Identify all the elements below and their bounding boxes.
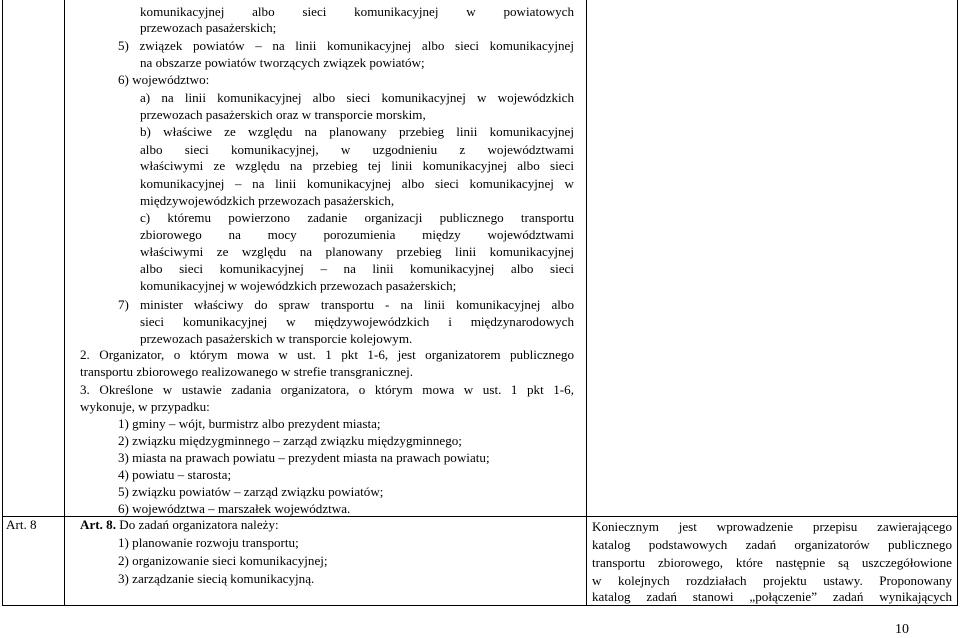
article-heading <box>80 517 279 533</box>
article-item: 3) zarządzanie siecią komunikacyjną. <box>118 571 315 586</box>
provision-line: 6) województwa – marszałek województwa. <box>118 501 351 516</box>
provision-line: komunikacyjnej – na linii komunikacyjnej albo sieci komunikacyjnej w <box>140 176 574 191</box>
article-item: 2) organizowanie sieci komunikacyjnej; <box>118 553 328 568</box>
article-heading-number: Art. 8. <box>80 517 116 532</box>
provision-line: komunikacyjnej w wojewódzkich przewozach pasażerskich; <box>140 278 457 293</box>
comment-line: katalog zadań stanowi „połączenie” zadań wynikających <box>592 589 952 604</box>
provision-line: transportu zbiorowego realizowanego w strefie transgranicznej. <box>80 364 414 379</box>
provision-line: właściwymi ze względu na przebieg tej linii komunikacyjnej albo sieci <box>140 158 574 173</box>
provision-line: 1) gminy – wójt, burmistrz albo prezydent miasta; <box>118 416 381 431</box>
comment-line: katalog podstawowych zadań organizatorów publicznego <box>592 537 952 552</box>
provision-line: na obszarze powiatów tworzących związek powiatów; <box>140 55 425 70</box>
provision-line: 3) miasta na prawach powiatu – prezydent miasta na prawach powiatu; <box>118 450 490 465</box>
provision-line: przewozach pasażerskich oraz w transporcie morskim, <box>140 107 426 122</box>
provision-line: przewozach pasażerskich; <box>140 20 277 35</box>
provision-line: albo sieci komunikacyjnej, w uzgodnieniu z województwami <box>140 142 574 157</box>
provision-line: 6) województwo: <box>118 72 210 87</box>
comment-line: Koniecznym jest wprowadzenie przepisu zawierającego <box>592 519 952 534</box>
comment-line: transportu zbiorowego, które następnie są uszczegółowione <box>592 555 952 570</box>
provision-line: c) któremu powierzono zadanie organizacji publicznego transportu <box>140 210 574 225</box>
provision-line: właściwymi ze względu na planowany przebieg linii komunikacyjnej <box>140 244 574 259</box>
provision-line: międzywojewódzkich przewozach pasażerskich, <box>140 193 395 208</box>
provision-line: 7) minister właściwy do spraw transportu - na linii komunikacyjnej albo <box>118 297 574 312</box>
provision-line: 5) związku powiatów – zarząd związku powiatów; <box>118 484 384 499</box>
comment-line: w kolejnych rozdziałach projektu ustawy. Proponowany <box>592 573 952 588</box>
article-label: Art. 8 <box>6 517 37 532</box>
provision-line: albo sieci komunikacyjnej – na linii komunikacyjnej albo sieci <box>140 261 574 276</box>
provision-line: sieci komunikacyjnej w międzywojewódzkich i międzynarodowych <box>140 314 574 329</box>
provision-line: 4) powiatu – starosta; <box>118 467 232 482</box>
provision-line: b) właściwe ze względu na planowany przebieg linii komunikacyjnej <box>140 124 574 139</box>
page-number: 10 <box>895 622 909 637</box>
provision-line: 5) związek powiatów – na linii komunikacyjnej albo sieci komunikacyjnej <box>118 38 574 53</box>
provision-line: a) na linii komunikacyjnej albo sieci komunikacyjnej w wojewódzkich <box>140 90 574 105</box>
provision-line: zbiorowego na mocy porozumienia między województwami <box>140 227 574 242</box>
article-heading-text: Do zadań organizatora należy: <box>116 517 279 532</box>
provision-line: wykonuje, w przypadku: <box>80 399 210 414</box>
provision-line: 2. Organizator, o którym mowa w ust. 1 pkt 1-6, jest organizatorem publicznego <box>80 347 574 362</box>
provision-line: 2) związku międzygminnego – zarząd związku międzygminnego; <box>118 433 462 448</box>
article-item: 1) planowanie rozwoju transportu; <box>118 535 299 550</box>
provision-line: przewozach pasażerskich w transporcie kolejowym. <box>140 331 413 346</box>
provision-line: 3. Określone w ustawie zadania organizatora, o którym mowa w ust. 1 pkt 1-6, <box>80 382 574 397</box>
table-border-bottom <box>2 605 958 606</box>
provision-line: komunikacyjnej albo sieci komunikacyjnej w powiatowych <box>140 4 574 19</box>
